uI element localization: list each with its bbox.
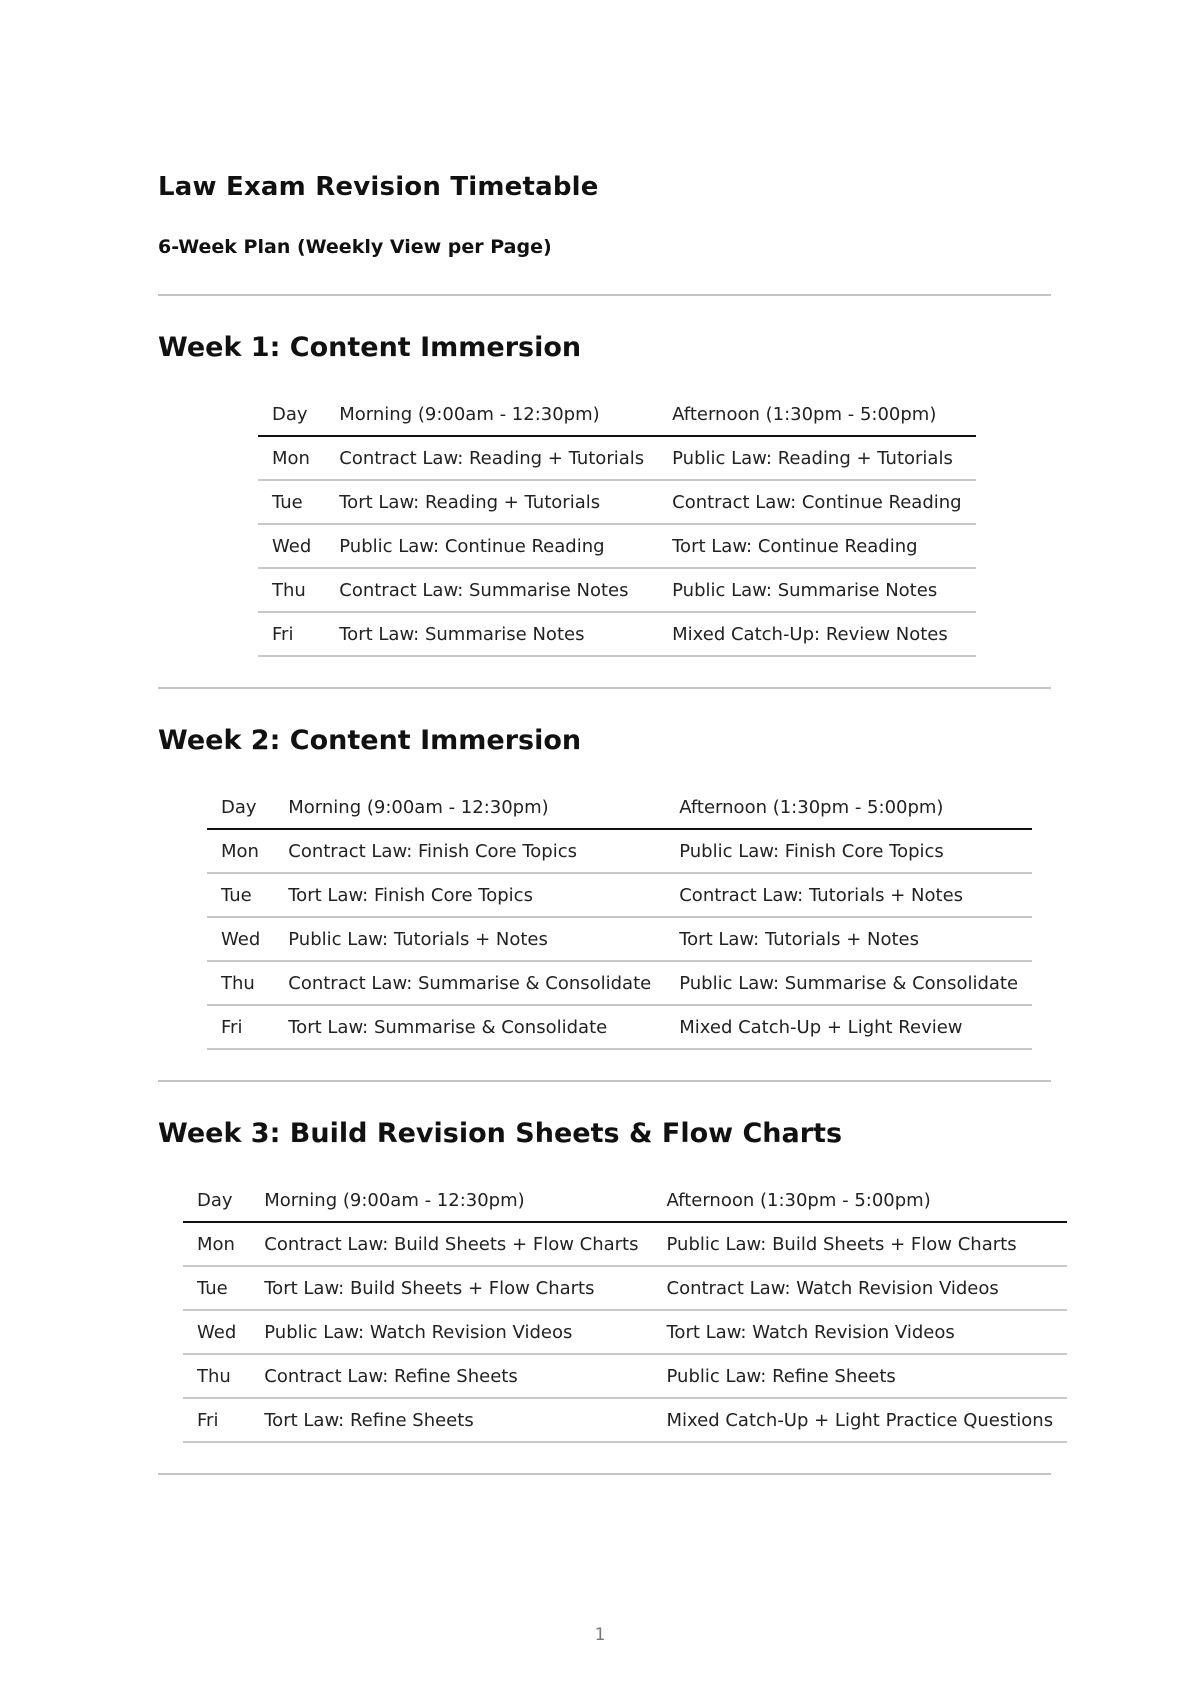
table-row <box>258 612 976 656</box>
afternoon-cell: Public Law: Build Sheets + Flow Charts <box>653 1222 1068 1266</box>
column-header-afternoon: Afternoon (1:30pm - 5:00pm) <box>658 393 975 436</box>
morning-cell: Tort Law: Summarise & Consolidate <box>274 1005 665 1049</box>
table-row <box>183 1222 1067 1266</box>
column-header-afternoon: Afternoon (1:30pm - 5:00pm) <box>665 786 1032 829</box>
afternoon-cell: Mixed Catch-Up + Light Practice Questions <box>653 1398 1068 1442</box>
table-header-row <box>183 1179 1067 1222</box>
week-3-heading: Week 3: Build Revision Sheets & Flow Charts <box>158 1118 843 1149</box>
column-header-morning: Morning (9:00am - 12:30pm) <box>250 1179 652 1222</box>
table-row <box>207 961 1032 1005</box>
day-cell: Thu <box>207 961 274 1005</box>
morning-cell: Tort Law: Finish Core Topics <box>274 873 665 917</box>
column-header-day: Day <box>183 1179 250 1222</box>
divider <box>158 1080 1051 1082</box>
day-cell: Tue <box>258 480 325 524</box>
table-row <box>183 1310 1067 1354</box>
divider <box>158 294 1051 296</box>
table-header-row <box>207 786 1032 829</box>
table-row <box>258 436 976 480</box>
morning-cell: Public Law: Continue Reading <box>325 524 658 568</box>
divider <box>158 687 1051 689</box>
afternoon-cell: Public Law: Summarise Notes <box>658 568 975 612</box>
day-cell: Tue <box>207 873 274 917</box>
week-2-heading: Week 2: Content Immersion <box>158 725 582 756</box>
day-cell: Thu <box>183 1354 250 1398</box>
table-row <box>183 1354 1067 1398</box>
table-row <box>207 829 1032 873</box>
table-row <box>258 480 976 524</box>
afternoon-cell: Contract Law: Tutorials + Notes <box>665 873 1032 917</box>
week-3-table <box>183 1179 1067 1443</box>
column-header-afternoon: Afternoon (1:30pm - 5:00pm) <box>653 1179 1068 1222</box>
morning-cell: Public Law: Watch Revision Videos <box>250 1310 652 1354</box>
morning-cell: Public Law: Tutorials + Notes <box>274 917 665 961</box>
day-cell: Wed <box>183 1310 250 1354</box>
document-title: Law Exam Revision Timetable <box>158 172 599 202</box>
day-cell: Mon <box>258 436 325 480</box>
morning-cell: Tort Law: Summarise Notes <box>325 612 658 656</box>
afternoon-cell: Contract Law: Continue Reading <box>658 480 975 524</box>
column-header-day: Day <box>207 786 274 829</box>
afternoon-cell: Public Law: Finish Core Topics <box>665 829 1032 873</box>
morning-cell: Tort Law: Build Sheets + Flow Charts <box>250 1266 652 1310</box>
week-2-table <box>207 786 1032 1050</box>
day-cell: Fri <box>183 1398 250 1442</box>
table-row <box>207 873 1032 917</box>
week-1-heading: Week 1: Content Immersion <box>158 332 582 363</box>
morning-cell: Tort Law: Refine Sheets <box>250 1398 652 1442</box>
afternoon-cell: Tort Law: Tutorials + Notes <box>665 917 1032 961</box>
morning-cell: Contract Law: Summarise & Consolidate <box>274 961 665 1005</box>
document-subtitle: 6-Week Plan (Weekly View per Page) <box>158 236 552 258</box>
table-row <box>207 1005 1032 1049</box>
morning-cell: Contract Law: Reading + Tutorials <box>325 436 658 480</box>
morning-cell: Contract Law: Refine Sheets <box>250 1354 652 1398</box>
afternoon-cell: Public Law: Reading + Tutorials <box>658 436 975 480</box>
afternoon-cell: Mixed Catch-Up: Review Notes <box>658 612 975 656</box>
day-cell: Mon <box>207 829 274 873</box>
afternoon-cell: Mixed Catch-Up + Light Review <box>665 1005 1032 1049</box>
table-row <box>258 524 976 568</box>
column-header-day: Day <box>258 393 325 436</box>
table-row <box>258 568 976 612</box>
day-cell: Thu <box>258 568 325 612</box>
afternoon-cell: Tort Law: Watch Revision Videos <box>653 1310 1068 1354</box>
table-row <box>183 1266 1067 1310</box>
afternoon-cell: Public Law: Refine Sheets <box>653 1354 1068 1398</box>
day-cell: Fri <box>258 612 325 656</box>
morning-cell: Tort Law: Reading + Tutorials <box>325 480 658 524</box>
column-header-morning: Morning (9:00am - 12:30pm) <box>274 786 665 829</box>
divider <box>158 1473 1051 1475</box>
day-cell: Tue <box>183 1266 250 1310</box>
table-header-row <box>258 393 976 436</box>
week-1-table <box>258 393 976 657</box>
day-cell: Mon <box>183 1222 250 1266</box>
morning-cell: Contract Law: Build Sheets + Flow Charts <box>250 1222 652 1266</box>
table-row <box>207 917 1032 961</box>
afternoon-cell: Contract Law: Watch Revision Videos <box>653 1266 1068 1310</box>
column-header-morning: Morning (9:00am - 12:30pm) <box>325 393 658 436</box>
table-row <box>183 1398 1067 1442</box>
page-number: 1 <box>594 1625 606 1645</box>
day-cell: Wed <box>258 524 325 568</box>
morning-cell: Contract Law: Finish Core Topics <box>274 829 665 873</box>
afternoon-cell: Public Law: Summarise & Consolidate <box>665 961 1032 1005</box>
morning-cell: Contract Law: Summarise Notes <box>325 568 658 612</box>
day-cell: Fri <box>207 1005 274 1049</box>
day-cell: Wed <box>207 917 274 961</box>
afternoon-cell: Tort Law: Continue Reading <box>658 524 975 568</box>
